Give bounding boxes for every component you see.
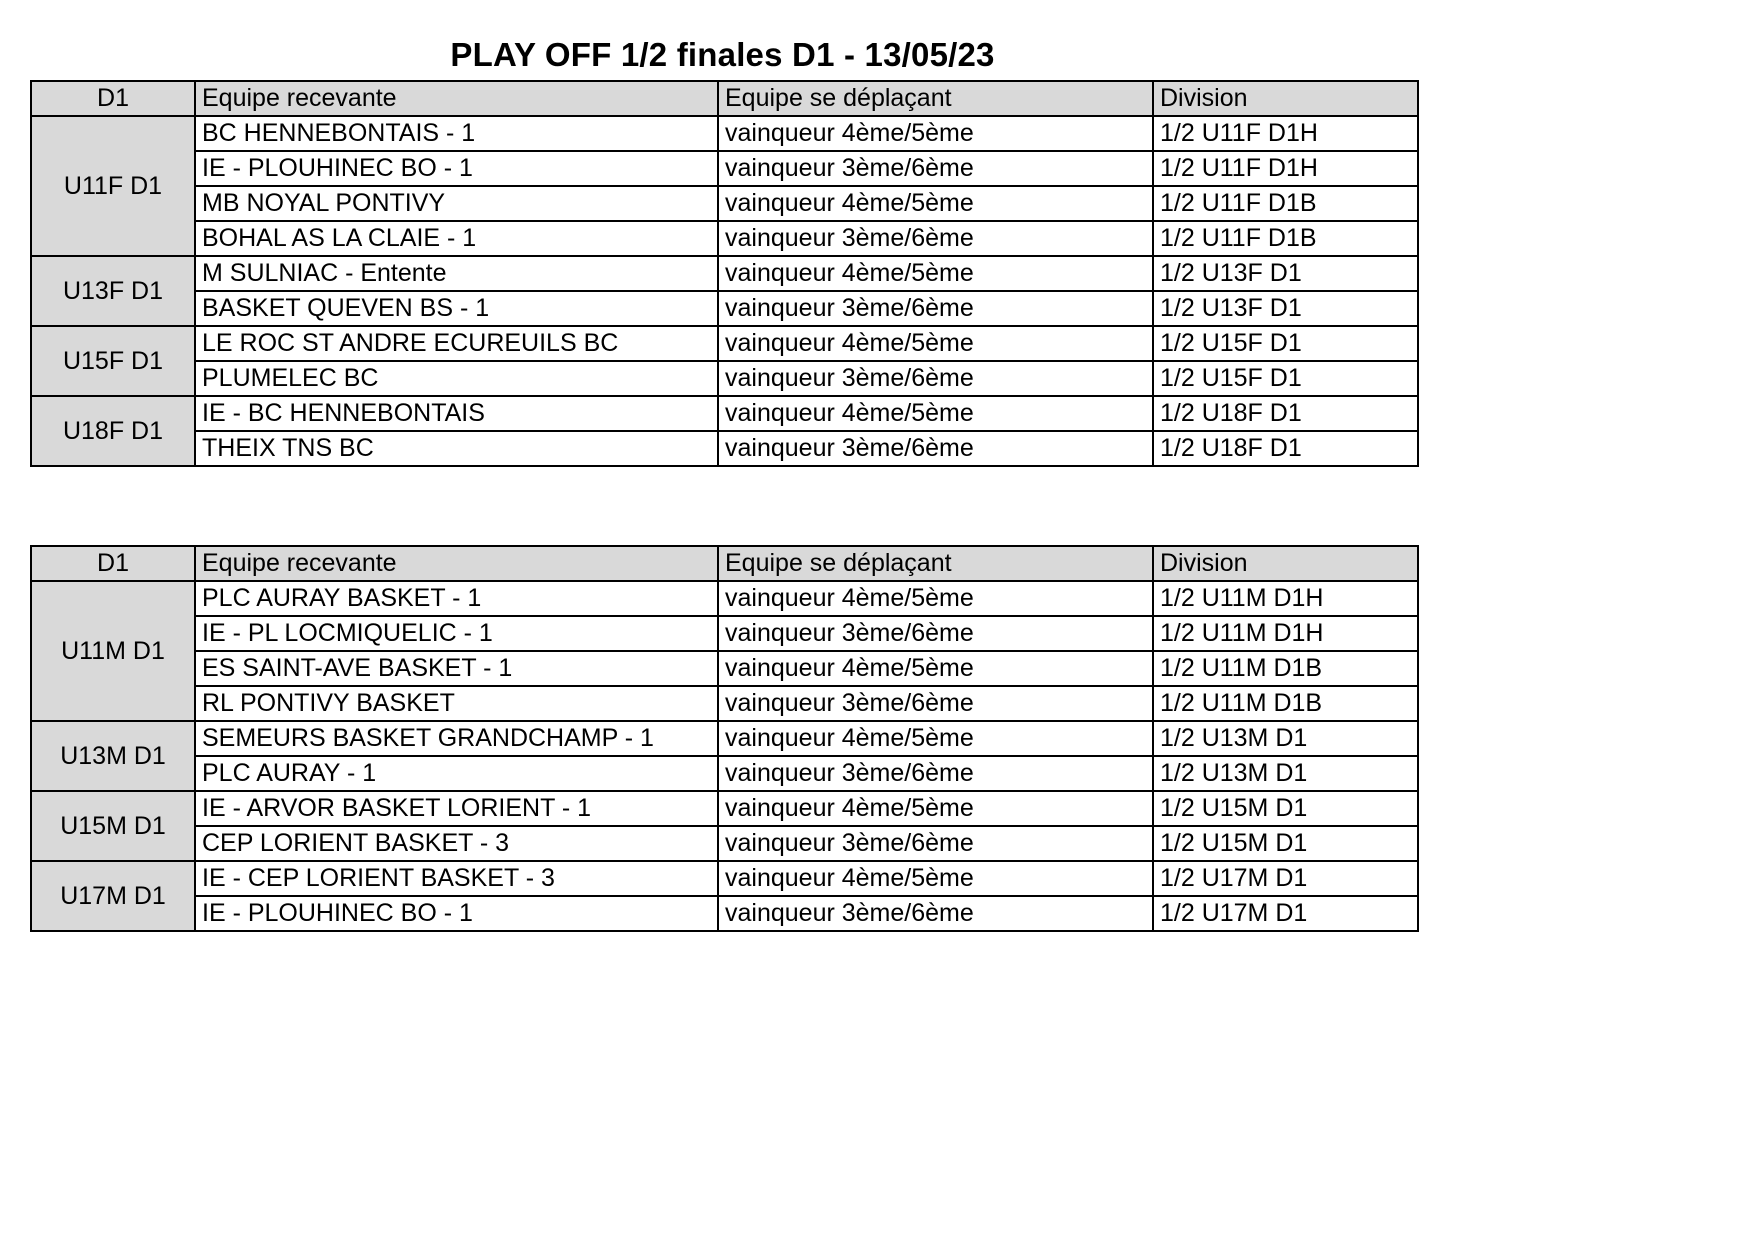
header-away-team: Equipe se déplaçant xyxy=(718,546,1153,581)
away-team-cell: vainqueur 4ème/5ème xyxy=(718,326,1153,361)
away-team-cell: vainqueur 3ème/6ème xyxy=(718,686,1153,721)
home-team-cell: BOHAL AS LA CLAIE - 1 xyxy=(195,221,718,256)
division-cell: 1/2 U11M D1H xyxy=(1153,616,1418,651)
table-row xyxy=(31,116,1418,151)
away-team-cell: vainqueur 4ème/5ème xyxy=(718,186,1153,221)
division-cell: 1/2 U18F D1 xyxy=(1153,431,1418,466)
away-team-cell: vainqueur 4ème/5ème xyxy=(718,116,1153,151)
category-cell: U17M D1 xyxy=(31,861,195,931)
table-row xyxy=(31,651,1418,686)
home-team-cell: CEP LORIENT BASKET - 3 xyxy=(195,826,718,861)
table-header-row xyxy=(31,81,1418,116)
header-category: D1 xyxy=(31,81,195,116)
home-team-cell: PLUMELEC BC xyxy=(195,361,718,396)
division-cell: 1/2 U17M D1 xyxy=(1153,896,1418,931)
division-cell: 1/2 U17M D1 xyxy=(1153,861,1418,896)
header-home-team: Equipe recevante xyxy=(195,546,718,581)
category-cell: U15F D1 xyxy=(31,326,195,396)
header-division: Division xyxy=(1153,81,1418,116)
away-team-cell: vainqueur 3ème/6ème xyxy=(718,291,1153,326)
home-team-cell: ES SAINT-AVE BASKET - 1 xyxy=(195,651,718,686)
division-cell: 1/2 U11F D1B xyxy=(1153,186,1418,221)
away-team-cell: vainqueur 4ème/5ème xyxy=(718,581,1153,616)
table-body xyxy=(31,116,1418,466)
table-row xyxy=(31,256,1418,291)
category-cell: U13F D1 xyxy=(31,256,195,326)
division-cell: 1/2 U15F D1 xyxy=(1153,361,1418,396)
away-team-cell: vainqueur 3ème/6ème xyxy=(718,431,1153,466)
table-row xyxy=(31,151,1418,186)
home-team-cell: BASKET QUEVEN BS - 1 xyxy=(195,291,718,326)
home-team-cell: IE - BC HENNEBONTAIS xyxy=(195,396,718,431)
header-away-team: Equipe se déplaçant xyxy=(718,81,1153,116)
away-team-cell: vainqueur 4ème/5ème xyxy=(718,861,1153,896)
away-team-cell: vainqueur 3ème/6ème xyxy=(718,756,1153,791)
table-row xyxy=(31,616,1418,651)
page-title: PLAY OFF 1/2 finales D1 - 13/05/23 xyxy=(450,36,995,73)
away-team-cell: vainqueur 3ème/6ème xyxy=(718,616,1153,651)
table-header-row xyxy=(31,546,1418,581)
table-row xyxy=(31,686,1418,721)
table-row xyxy=(31,291,1418,326)
table-row xyxy=(31,861,1418,896)
division-cell: 1/2 U11F D1H xyxy=(1153,151,1418,186)
home-team-cell: M SULNIAC - Entente xyxy=(195,256,718,291)
table-row xyxy=(31,721,1418,756)
away-team-cell: vainqueur 3ème/6ème xyxy=(718,151,1153,186)
away-team-cell: vainqueur 4ème/5ème xyxy=(718,791,1153,826)
away-team-cell: vainqueur 4ème/5ème xyxy=(718,721,1153,756)
schedule-table-boys xyxy=(30,545,1419,932)
category-cell: U15M D1 xyxy=(31,791,195,861)
away-team-cell: vainqueur 3ème/6ème xyxy=(718,826,1153,861)
division-cell: 1/2 U13M D1 xyxy=(1153,756,1418,791)
division-cell: 1/2 U11M D1B xyxy=(1153,651,1418,686)
table-row xyxy=(31,826,1418,861)
home-team-cell: BC HENNEBONTAIS - 1 xyxy=(195,116,718,151)
away-team-cell: vainqueur 4ème/5ème xyxy=(718,396,1153,431)
table-row xyxy=(31,896,1418,931)
home-team-cell: IE - PL LOCMIQUELIC - 1 xyxy=(195,616,718,651)
division-cell: 1/2 U18F D1 xyxy=(1153,396,1418,431)
home-team-cell: SEMEURS BASKET GRANDCHAMP - 1 xyxy=(195,721,718,756)
division-cell: 1/2 U13M D1 xyxy=(1153,721,1418,756)
table-row xyxy=(31,756,1418,791)
home-team-cell: THEIX TNS BC xyxy=(195,431,718,466)
home-team-cell: IE - CEP LORIENT BASKET - 3 xyxy=(195,861,718,896)
table-row xyxy=(31,186,1418,221)
category-cell: U13M D1 xyxy=(31,721,195,791)
home-team-cell: IE - PLOUHINEC BO - 1 xyxy=(195,896,718,931)
header-home-team: Equipe recevante xyxy=(195,81,718,116)
table-row xyxy=(31,221,1418,256)
division-cell: 1/2 U13F D1 xyxy=(1153,256,1418,291)
home-team-cell: IE - ARVOR BASKET LORIENT - 1 xyxy=(195,791,718,826)
table-row xyxy=(31,791,1418,826)
division-cell: 1/2 U11F D1H xyxy=(1153,116,1418,151)
away-team-cell: vainqueur 3ème/6ème xyxy=(718,221,1153,256)
division-cell: 1/2 U11M D1H xyxy=(1153,581,1418,616)
division-cell: 1/2 U15M D1 xyxy=(1153,826,1418,861)
header-category: D1 xyxy=(31,546,195,581)
home-team-cell: PLC AURAY - 1 xyxy=(195,756,718,791)
division-cell: 1/2 U15M D1 xyxy=(1153,791,1418,826)
category-cell: U11M D1 xyxy=(31,581,195,721)
home-team-cell: LE ROC ST ANDRE ECUREUILS BC xyxy=(195,326,718,361)
home-team-cell: RL PONTIVY BASKET xyxy=(195,686,718,721)
table-row xyxy=(31,361,1418,396)
home-team-cell: PLC AURAY BASKET - 1 xyxy=(195,581,718,616)
header-division: Division xyxy=(1153,546,1418,581)
home-team-cell: IE - PLOUHINEC BO - 1 xyxy=(195,151,718,186)
away-team-cell: vainqueur 4ème/5ème xyxy=(718,256,1153,291)
category-cell: U11F D1 xyxy=(31,116,195,256)
division-cell: 1/2 U15F D1 xyxy=(1153,326,1418,361)
away-team-cell: vainqueur 3ème/6ème xyxy=(718,361,1153,396)
table-row xyxy=(31,396,1418,431)
schedule-table-girls xyxy=(30,80,1419,467)
division-cell: 1/2 U11M D1B xyxy=(1153,686,1418,721)
table-row xyxy=(31,581,1418,616)
table-row xyxy=(31,431,1418,466)
division-cell: 1/2 U11F D1B xyxy=(1153,221,1418,256)
home-team-cell: MB NOYAL PONTIVY xyxy=(195,186,718,221)
table-row xyxy=(31,326,1418,361)
table-body xyxy=(31,581,1418,931)
category-cell: U18F D1 xyxy=(31,396,195,466)
away-team-cell: vainqueur 3ème/6ème xyxy=(718,896,1153,931)
away-team-cell: vainqueur 4ème/5ème xyxy=(718,651,1153,686)
division-cell: 1/2 U13F D1 xyxy=(1153,291,1418,326)
